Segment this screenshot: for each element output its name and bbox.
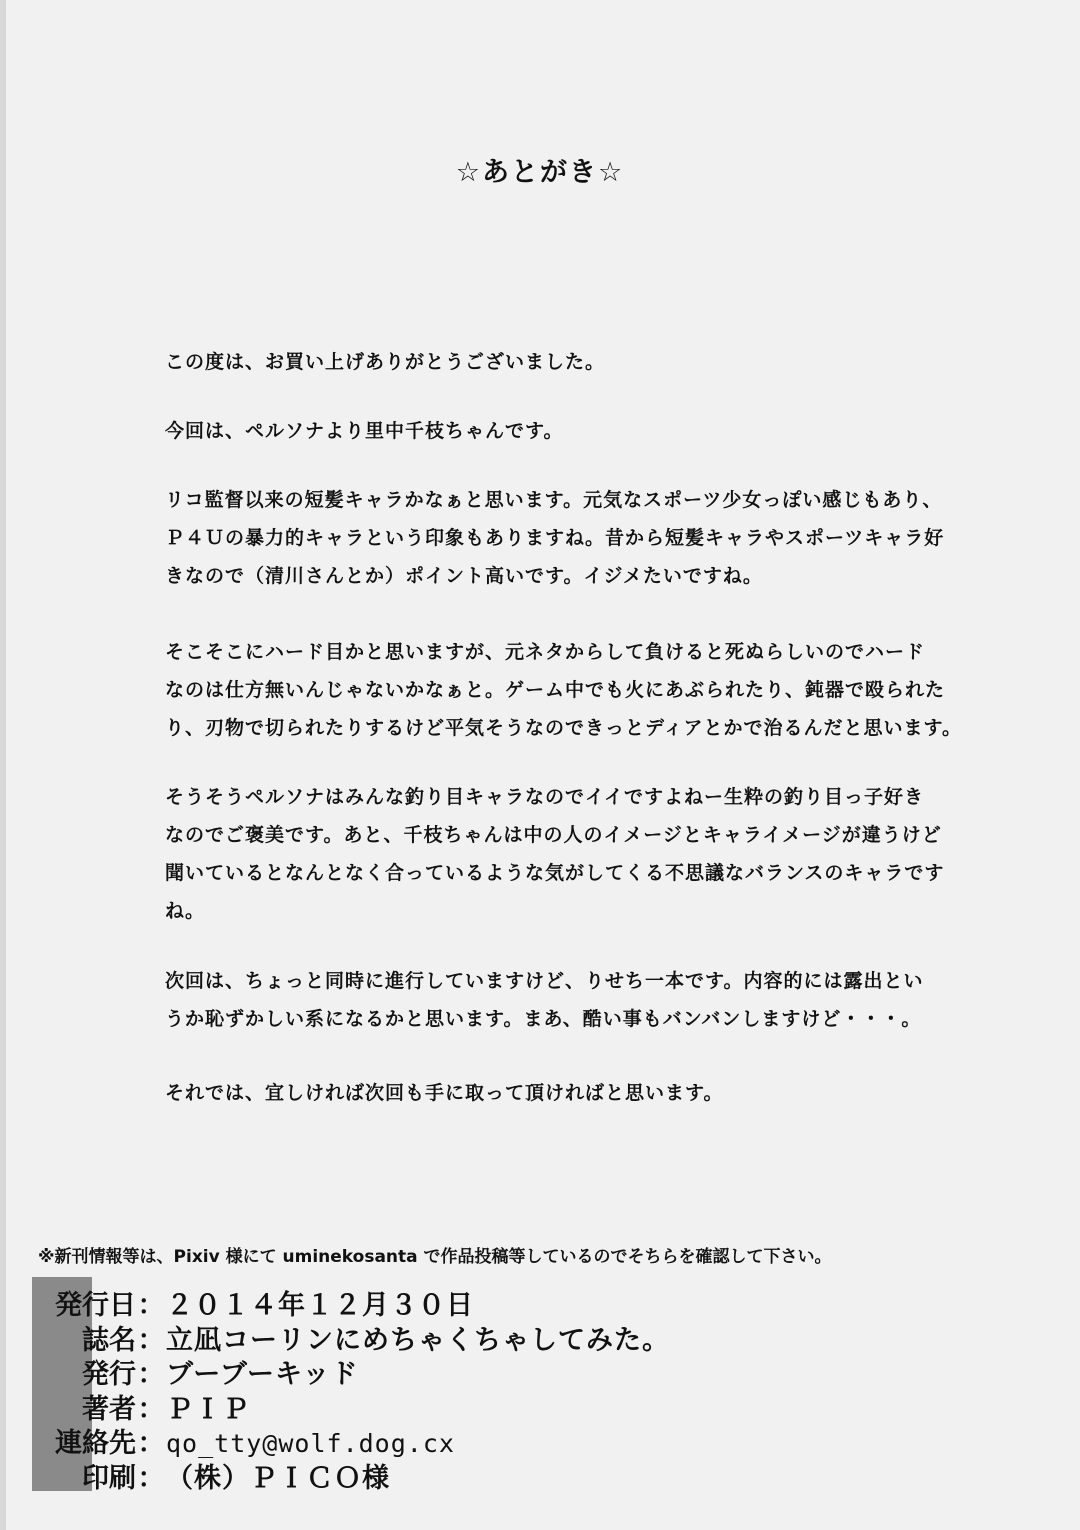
colophon-separator: ： <box>137 1428 165 1459</box>
paragraph-4 <box>165 633 965 747</box>
paragraph-line: 次回は、ちょっと同時に進行していますけど、りせち一本です。内容的には露出とい <box>165 970 924 992</box>
colophon-separator: ： <box>137 1290 165 1321</box>
paragraph-line: きなので（清川さんとか）ポイント高いです。イジメたいですね。 <box>165 565 763 587</box>
paragraph-line: そこそこにハード目かと思いますが、元ネタからして負けると死ぬらしいのでハード <box>165 641 926 663</box>
paragraph-line: 聞いているとなんとなく合っているような気がしてくる不思議なバランスのキャラです <box>165 862 945 884</box>
page-edge <box>0 0 6 1530</box>
paragraph-2 <box>165 412 965 450</box>
colophon-separator: ： <box>137 1359 165 1390</box>
colophon-separator: ： <box>137 1462 165 1494</box>
colophon-label: 発行 <box>82 1359 136 1390</box>
colophon-label: 発行日 <box>55 1290 136 1321</box>
paragraph-line: この度は、お買い上げありがとうございました。 <box>165 351 606 373</box>
colophon-row-author <box>40 1387 740 1425</box>
colophon-row-printer <box>40 1456 740 1494</box>
paragraph-6 <box>165 962 965 1038</box>
paragraph-7 <box>165 1074 965 1112</box>
paragraph-1 <box>165 343 965 381</box>
colophon-value: ブーブーキッド <box>166 1359 359 1390</box>
colophon-value: ２０１４年１２月３０日 <box>166 1290 474 1321</box>
colophon-separator: ： <box>137 1393 165 1425</box>
colophon-row-contact <box>40 1421 740 1459</box>
page-title: ☆あとがき☆ <box>455 157 625 188</box>
paragraph-line: ね。 <box>165 900 206 922</box>
paragraph-line: それでは、宜しければ次回も手に取って頂ければと思います。 <box>165 1082 724 1104</box>
colophon-row-publisher <box>40 1352 740 1390</box>
colophon-label: 誌名 <box>82 1324 136 1356</box>
colophon-label: 著者 <box>82 1393 136 1425</box>
colophon-label: 連絡先 <box>55 1428 136 1459</box>
colophon-value: （株）ＰＩＣＯ様 <box>166 1462 390 1494</box>
colophon-row-title <box>40 1318 740 1356</box>
paragraph-line: リコ監督以来の短髪キャラかなぁと思います。元気なスポーツ少女っぽい感じもあり、 <box>165 489 943 511</box>
paragraph-line: り、刃物で切られたりするけど平気そうなのできっとディアとかで治るんだと思います。 <box>165 717 962 739</box>
new-release-notice: ※新刊情報等は、Pixiv 様にて uminekosanta で作品投稿等しているのでそちらを確認して下さい。 <box>38 1247 832 1267</box>
paragraph-line: なのは仕方無いんじゃないかなぁと。ゲーム中でも火にあぶられたり、鈍器で殴られた <box>165 679 946 701</box>
paragraph-line: 今回は、ペルソナより里中千枝ちゃんです。 <box>165 420 564 442</box>
paragraph-3 <box>165 481 965 595</box>
colophon <box>40 1283 740 1494</box>
colophon-row-date <box>40 1283 740 1321</box>
colophon-label: 印刷 <box>82 1462 136 1494</box>
contact-email: qo_tty@wolf.dog.cx <box>166 1429 455 1458</box>
paragraph-line: そうそうペルソナはみんな釣り目キャラなのでイイですよねー生粋の釣り目っ子好き <box>165 786 925 808</box>
colophon-value: 立凪コーリンにめちゃくちゃしてみた。 <box>166 1324 670 1356</box>
paragraph-line: うか恥ずかしい系になるかと思います。まあ、酷い事もバンバンしますけど・・・。 <box>165 1008 922 1030</box>
paragraph-line: Ｐ４Ｕの暴力的キャラという印象もありますね。昔から短髪キャラやスポーツキャラ好 <box>165 527 945 549</box>
paragraph-5 <box>165 778 965 930</box>
paragraph-line: なのでご褒美です。あと、千枝ちゃんは中の人のイメージとキャライメージが違うけど <box>165 824 942 846</box>
colophon-value: ＰＩＰ <box>166 1393 250 1425</box>
colophon-separator: ： <box>137 1324 165 1356</box>
